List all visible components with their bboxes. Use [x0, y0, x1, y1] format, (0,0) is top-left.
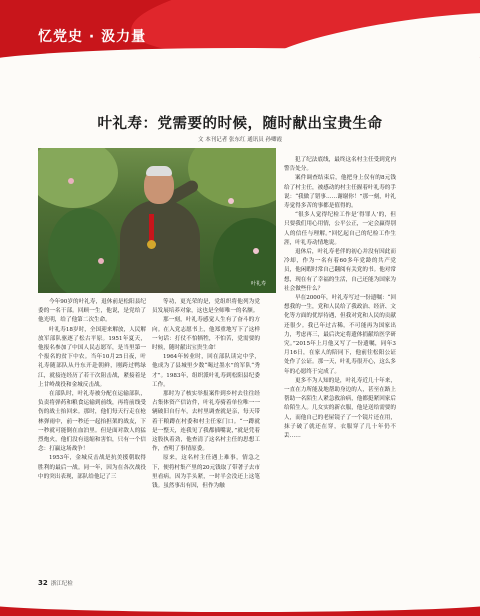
medal-icon — [147, 240, 156, 249]
paragraph: 今年90岁的叶礼寿，退休前是松阳县纪委的一名干部。回顾一生，他说，是党给了他光明，给了他第二次生命。 — [38, 299, 146, 324]
photo-caption: 叶礼寿 — [250, 281, 266, 287]
paragraph: 更多不为人知的是，叶礼寿近几十年来，一直在力所能及地帮助身边的人，甚至在路上帮助一名陌生人紧急救治病，他都挺紧回家后给陌生人。几女实的新衣服，他是送给需要的人，而他自己的老屋镜子了一个镜片还在用，抹子破了就还在穿，衣服穿了几十年仍不丢…… — [284, 377, 396, 440]
paragraph: 原来，这名村主任遇上难事，情急之下，便将村集产里的20元钱取了带著子去市里看病。因为手头紧，一时半会没还上这笔钱。虽然事出有因，但作为触 — [152, 455, 260, 490]
paragraph: 早在2000年，叶礼寿写过一份遗嘱：“回想我的一生，党和人民给了我政治、经济、文化等方面的优厚待遇，但我对党和人民的贡献还很少。我已年过古稀，不可能再为国家出力，考虑再三，最后决定将遗体捐献给医学研究。”2015年上月他又写了一份遗嘱，同年3月16日，在家人的陪同下，他前往松阳公证处作了公证。那一天，叶礼寿很开心，这么多年的心愿终于完成了。 — [284, 295, 397, 375]
paragraph: 那一刻，叶礼寿感觉人生有了奋斗的方向。在入党志愿书上，他郑重地写下了这样一句话：打仗不怕牺牲，不怕苦，党需要的时候，随时献出宝贵生命！ — [152, 317, 260, 352]
text-column-1 — [38, 298, 146, 482]
foliage — [213, 218, 276, 293]
article-byline: 文 本刊记者 张东红 通讯员 孙卿霞 — [198, 137, 282, 143]
paragraph: 退休后，叶礼寿老伴的初心并没有因此而冷却，作为一名有着60多年党龄的共产党员，他闲暇时常自己翻阅有关党的书。他对常想，现在有了幸福的生活，自己还能为国家为社会做些什么？ — [284, 249, 396, 292]
flower — [68, 178, 74, 184]
flower — [228, 198, 234, 204]
paragraph: 等功，更光荣的是，党组织将他列为党员发展培养对象，这也是全师唯一的名额。 — [152, 299, 260, 315]
text-column-2 — [152, 298, 260, 491]
person-figure — [120, 200, 200, 293]
foliage — [38, 148, 118, 208]
paragraph: “很多人觉得纪检工作是‘得罪人’的，但只要我们用心用情，公平公正，一定会赢得别人的信任与理解。”回忆起自己的纪检工作生涯，叶礼寿动情地说。 — [284, 212, 396, 246]
paragraph: 叶礼寿18岁时，全国迎来解放，人民解放军部队驱逐了松古平原。1951年夏天，他报名参加了中国人民志愿军，是当里第一个报名的贫下中农。当年10月25日夜，叶礼寿随部队从丹东开赴朝鲜，刚跨过鸭绿江，就接连经历了若干次阻击战，紧接着是上甘岭战役和金城反击战。 — [38, 326, 146, 388]
medal-ribbon — [149, 214, 154, 242]
paragraph: 在部队时，叶礼寿被分配在运输部队，负责将弹药和粮食运输到前线，再将前线受伤的战士抬回来。那时，他们每天行走在枪林弹雨中，前一秒还一起抬担架的战友，下一秒就可能倒在血泊里。但是面对敌人的猛烈炮火，他们没有退缩和害怕，只有一个信念：打赢这场战争！ — [38, 391, 146, 453]
person-hair — [146, 166, 172, 176]
magazine-name: 浙江纪检 — [50, 581, 73, 587]
section-label: 忆党史 · 汲力量 — [38, 29, 147, 45]
paragraph: 犯了纪法底线，最终这名村主任受到党内警告处分。 — [284, 157, 396, 173]
article-title: 叶礼寿：党需要的时候，随时献出宝贵生命 — [97, 116, 383, 132]
portrait-photo — [38, 148, 276, 293]
paragraph: 1953年，金城反击战是抗美援朝取得胜利的最后一战。同一年，因为在各次战役中的突出表现，部队给他记了三 — [38, 455, 146, 480]
page-footer — [38, 579, 73, 587]
foliage — [48, 208, 118, 293]
paragraph: 案件调查结束后，他把身上仅有的8元钱给了村主任，被感动的村主任握着叶礼寿的手说：“我做了错事……谢谢你！”那一刻，叶礼寿觉得多苦的事都是值得的。 — [284, 175, 397, 210]
text-column-3 — [284, 156, 396, 441]
flower — [98, 258, 104, 264]
paragraph: 那时为了核实举报案件到乡村去往往经占集体资产信访件，叶礼寿骑着单位唯一一辆破旧自行车，去村里调查就是亲，每天带着干粮蹲在村委和村主任家门口。“一蹲就是一整天，连我见了我都插嘴说，”就是凭着这股执着劲，他查清了这名村主任的思想工作，查明了事情原委。 — [152, 391, 260, 453]
page-number: 32 — [38, 579, 48, 587]
bottom-curve — [0, 594, 480, 612]
flower — [253, 248, 259, 254]
paragraph: 1964年转业时，回在部队读完中学，他成为了县城里少数“喝过墨水”的军队“秀才”。1983年，组织派叶礼寿到松阳县纪委工作。 — [152, 354, 260, 388]
top-banner — [0, 0, 480, 62]
